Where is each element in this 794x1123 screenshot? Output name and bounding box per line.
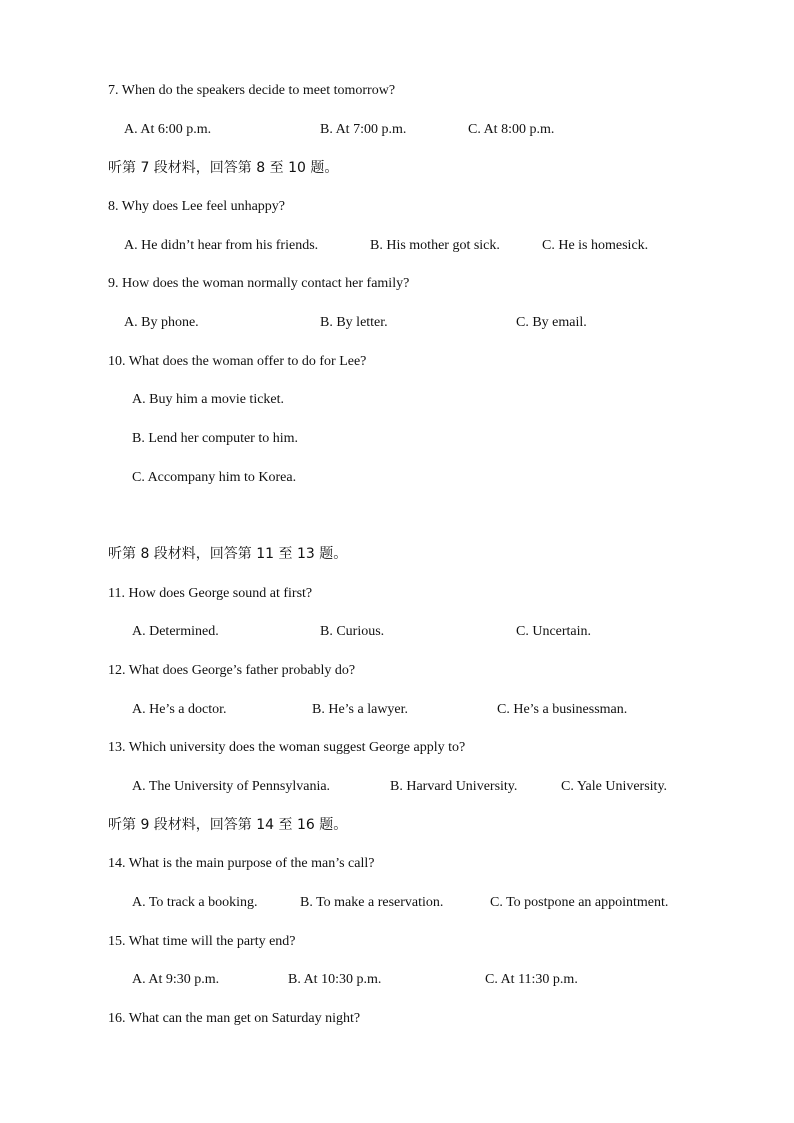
q7-option-a: A. At 6:00 p.m. [124, 122, 212, 137]
q15-option-a: A. At 9:30 p.m. [132, 972, 220, 987]
q12-option-c: C. He’s a businessman. [497, 702, 628, 717]
q9-option-a: A. By phone. [124, 315, 199, 330]
q14-option-b: B. To make a reservation. [300, 895, 444, 910]
question-16: 16. What can the man get on Saturday night? [108, 1011, 361, 1026]
question-10: 10. What does the woman offer to do for Lee? [108, 354, 367, 369]
question-15: 15. What time will the party end? [108, 934, 296, 949]
q11-option-c: C. Uncertain. [516, 624, 592, 639]
q15-option-c: C. At 11:30 p.m. [485, 972, 578, 987]
question-14: 14. What is the main purpose of the man’s call? [108, 856, 375, 871]
q11-option-b: B. Curious. [320, 624, 385, 639]
q13-option-b: B. Harvard University. [390, 779, 518, 794]
q12-option-b: B. He’s a lawyer. [312, 702, 409, 717]
q10-option-a: A. Buy him a movie ticket. [132, 392, 285, 407]
question-12: 12. What does George’s father probably do? [108, 663, 356, 678]
section-7-heading: 听第 7 段材料，回答第 8 至 10 题。 [108, 160, 339, 176]
q11-option-a: A. Determined. [132, 624, 219, 639]
q14-option-a: A. To track a booking. [132, 895, 258, 910]
section-9-heading: 听第 9 段材料，回答第 14 至 16 题。 [108, 817, 348, 833]
q7-option-c: C. At 8:00 p.m. [468, 122, 555, 137]
q10-option-b: B. Lend her computer to him. [132, 431, 299, 446]
section-8-heading: 听第 8 段材料，回答第 11 至 13 题。 [108, 546, 348, 562]
q8-option-b: B. His mother got sick. [370, 238, 500, 253]
question-8: 8. Why does Lee feel unhappy? [108, 199, 286, 214]
q15-option-b: B. At 10:30 p.m. [288, 972, 382, 987]
q10-option-c: C. Accompany him to Korea. [132, 470, 297, 485]
q9-option-c: C. By email. [516, 315, 587, 330]
q13-option-a: A. The University of Pennsylvania. [132, 779, 331, 794]
q7-option-b: B. At 7:00 p.m. [320, 122, 407, 137]
q13-option-c: C. Yale University. [561, 779, 668, 794]
question-13: 13. Which university does the woman suggest George apply to? [108, 740, 466, 755]
q8-option-a: A. He didn’t hear from his friends. [124, 238, 319, 253]
q12-option-a: A. He’s a doctor. [132, 702, 227, 717]
q9-option-b: B. By letter. [320, 315, 388, 330]
q8-option-c: C. He is homesick. [542, 238, 649, 253]
question-11: 11. How does George sound at first? [108, 586, 313, 601]
question-7: 7. When do the speakers decide to meet tomorrow? [108, 83, 396, 98]
q14-option-c: C. To postpone an appointment. [490, 895, 669, 910]
question-9: 9. How does the woman normally contact her family? [108, 276, 410, 291]
